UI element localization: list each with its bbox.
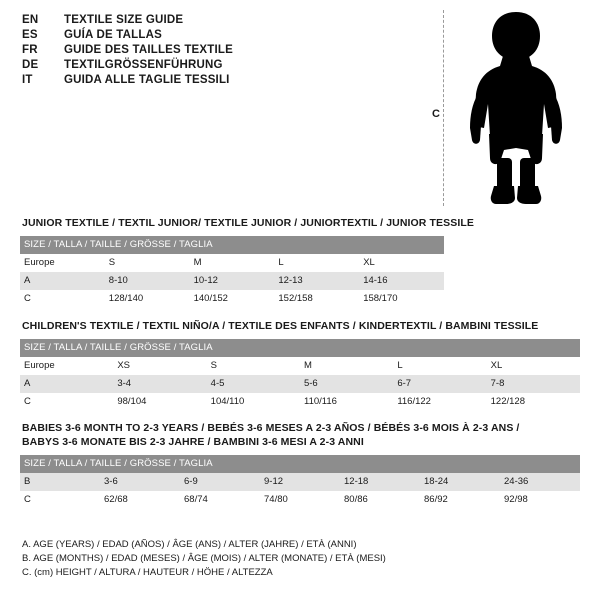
junior-row-c-v3: 152/158	[274, 290, 359, 308]
babies-row-b-v2: 6-9	[180, 473, 260, 491]
babies-row-b-v5: 18-24	[420, 473, 500, 491]
children-row-c-v1: 98/104	[113, 393, 206, 411]
junior-row-europe-v1: S	[105, 254, 190, 272]
junior-row-a-v4: 14-16	[359, 272, 444, 290]
children-row-a-v1: 3-4	[113, 375, 206, 393]
measure-dashed-line	[443, 10, 444, 206]
children-row-europe-v2: S	[207, 357, 300, 375]
legend-item-c: C. (cm) HEIGHT / ALTURA / HAUTEUR / HÖHE / ALTEZZA	[22, 567, 273, 578]
table-header-row	[20, 236, 444, 254]
children-row-europe-v5: XL	[487, 357, 580, 375]
children-row-c-v2: 104/110	[207, 393, 300, 411]
legend-block	[22, 538, 386, 580]
measure-label-c: C	[432, 108, 440, 120]
babies-size-table	[20, 455, 580, 509]
junior-size-table	[20, 236, 444, 308]
table-row	[20, 393, 580, 411]
legend-item-a: A. AGE (YEARS) / EDAD (AÑOS) / ÂGE (ANS) / ALTER (JAHRE) / ETÀ (ANNI)	[22, 539, 357, 550]
children-row-c-v5: 122/128	[487, 393, 580, 411]
section-title-junior: JUNIOR TEXTILE / TEXTIL JUNIOR/ TEXTILE JUNIOR / JUNIORTEXTIL / JUNIOR TESSILE	[22, 217, 474, 229]
junior-row-europe-v2: M	[190, 254, 275, 272]
children-row-europe-v4: L	[393, 357, 486, 375]
language-title-it: GUIDA ALLE TAGLIE TESSILI	[64, 74, 230, 86]
children-row-c-label: C	[20, 393, 113, 411]
language-title-en: TEXTILE SIZE GUIDE	[64, 14, 184, 26]
children-row-a-v2: 4-5	[207, 375, 300, 393]
children-row-a-v5: 7-8	[487, 375, 580, 393]
babies-row-c-v6: 92/98	[500, 491, 580, 509]
table-row	[20, 254, 444, 272]
children-size-table	[20, 339, 580, 411]
section-title-babies-line1: BABIES 3-6 MONTH TO 2-3 YEARS / BEBÉS 3-6 MESES A 2-3 AÑOS / BÉBÉS 3-6 MOIS À 2-3 ANS /	[22, 422, 520, 434]
language-code-es: ES	[22, 29, 38, 41]
language-row-fr	[22, 44, 442, 56]
language-code-de: DE	[22, 59, 39, 71]
children-row-a-v3: 5-6	[300, 375, 393, 393]
babies-row-c-v5: 86/92	[420, 491, 500, 509]
section-title-babies-line2: BABYS 3-6 MONATE BIS 2-3 JAHRE / BAMBINI 3-6 MESI A 2-3 ANNI	[22, 436, 364, 448]
section-title-babies	[22, 421, 519, 449]
table-header-row	[20, 455, 580, 473]
language-row-en	[22, 14, 442, 26]
junior-row-c-v4: 158/170	[359, 290, 444, 308]
table-row	[20, 272, 444, 290]
table-row	[20, 375, 580, 393]
babies-row-c-v3: 74/80	[260, 491, 340, 509]
language-row-it	[22, 74, 442, 86]
table-row	[20, 491, 580, 509]
table-row	[20, 357, 580, 375]
language-code-en: EN	[22, 14, 39, 26]
table-header-row	[20, 339, 580, 357]
language-title-block	[22, 14, 442, 89]
children-row-c-v4: 116/122	[393, 393, 486, 411]
children-row-a-v4: 6-7	[393, 375, 486, 393]
babies-row-b-v1: 3-6	[100, 473, 180, 491]
babies-row-c-v2: 68/74	[180, 491, 260, 509]
junior-row-c-v1: 128/140	[105, 290, 190, 308]
language-title-fr: GUIDE DES TAILLES TEXTILE	[64, 44, 233, 56]
junior-row-a-v3: 12-13	[274, 272, 359, 290]
children-header-label: SIZE / TALLA / TAILLE / GRÖSSE / TAGLIA	[20, 339, 580, 357]
babies-header-label: SIZE / TALLA / TAILLE / GRÖSSE / TAGLIA	[20, 455, 580, 473]
language-row-de	[22, 59, 442, 71]
babies-row-b-label: B	[20, 473, 100, 491]
junior-header-label: SIZE / TALLA / TAILLE / GRÖSSE / TAGLIA	[20, 236, 444, 254]
junior-row-a-v2: 10-12	[190, 272, 275, 290]
babies-row-b-v6: 24-36	[500, 473, 580, 491]
junior-row-europe-v3: L	[274, 254, 359, 272]
table-row	[20, 290, 444, 308]
children-row-c-v3: 110/116	[300, 393, 393, 411]
children-row-europe-v3: M	[300, 357, 393, 375]
children-row-europe-label: Europe	[20, 357, 113, 375]
legend-item-b: B. AGE (MONTHS) / EDAD (MESES) / ÂGE (MOIS) / ALTER (MONATE) / ETÀ (MESI)	[22, 553, 386, 564]
language-code-it: IT	[22, 74, 33, 86]
junior-row-europe-v4: XL	[359, 254, 444, 272]
children-row-a-label: A	[20, 375, 113, 393]
junior-row-a-label: A	[20, 272, 105, 290]
junior-row-c-v2: 140/152	[190, 290, 275, 308]
babies-row-b-v4: 12-18	[340, 473, 420, 491]
height-measurement-figure	[430, 8, 590, 208]
junior-row-c-label: C	[20, 290, 105, 308]
junior-row-a-v1: 8-10	[105, 272, 190, 290]
babies-row-b-v3: 9-12	[260, 473, 340, 491]
junior-row-europe-label: Europe	[20, 254, 105, 272]
section-title-children: CHILDREN'S TEXTILE / TEXTIL NIÑO/A / TEXTILE DES ENFANTS / KINDERTEXTIL / BAMBINI TESSILE	[22, 320, 539, 332]
table-row	[20, 473, 580, 491]
language-row-es	[22, 29, 442, 41]
babies-row-c-v4: 80/86	[340, 491, 420, 509]
babies-row-c-label: C	[20, 491, 100, 509]
language-title-de: TEXTILGRÖSSENFÜHRUNG	[64, 59, 223, 71]
babies-row-c-v1: 62/68	[100, 491, 180, 509]
children-row-europe-v1: XS	[113, 357, 206, 375]
language-code-fr: FR	[22, 44, 38, 56]
toddler-silhouette-icon	[456, 8, 576, 208]
language-title-es: GUÍA DE TALLAS	[64, 29, 162, 41]
